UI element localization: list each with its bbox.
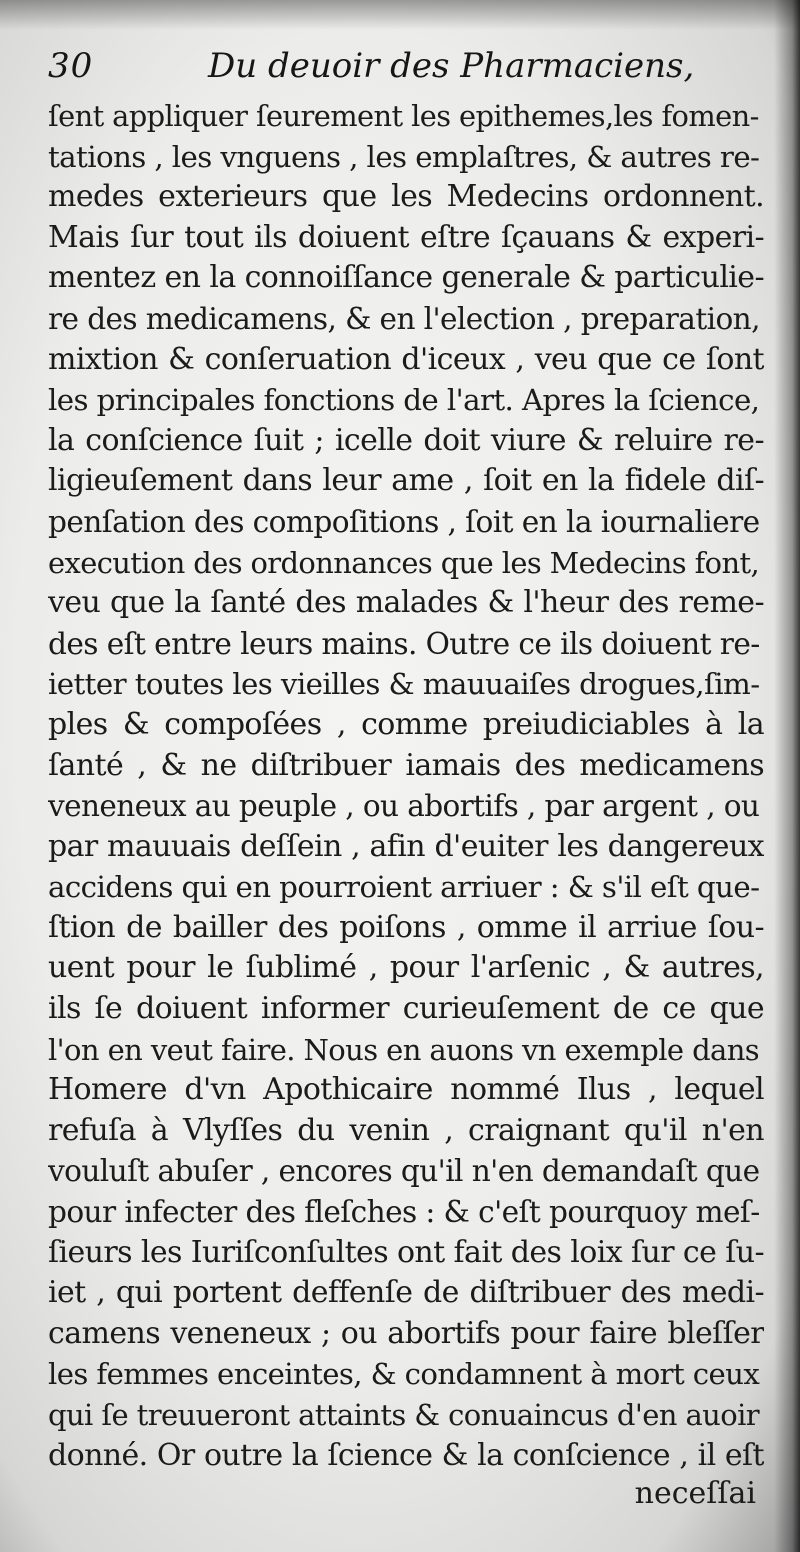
text-line: penſation des compoſitions , ſoit en la iournaliere [48,503,760,539]
text-line: la conſcience ſuit ; icelle doit viure & reluire re- [48,422,764,458]
page-number: 30 [48,46,94,86]
text-line: qui ſe treuueront attaints & conuaincus d'en auoir [48,1398,760,1432]
text-line: par mauuais deſſein , afin d'euiter les dangereux [48,828,764,864]
page-header [48,46,748,92]
text-line: re des medicamens, & en l'election , preparation, [48,301,760,336]
text-line: mixtion & conſeruation d'iceux , veu que ce ſont [48,341,764,377]
text-line: camens veneneux ; ou abortifs pour faire bleſſer [48,1315,764,1351]
text-line: iet , qui portent deffenſe de diſtribuer des medi- [48,1275,764,1311]
text-line: l'on en veut faire. Nous en auons vn exemple dans [48,1032,760,1067]
body-text [48,96,764,1476]
text-line: des eſt entre leurs mains. Outre ce ils doiuent re- [48,625,760,661]
running-title: Du deuoir des Pharmaciens, [208,46,695,86]
text-line: execution des ordonnances que les Medecins font, [48,545,760,580]
text-line: refuſa à Vlyſſes du venin , craignant qu'il n'en [48,1112,764,1148]
text-line: les principales fonctions de l'art. Apres la ſcience, [48,383,760,418]
text-line: pour infecter des fleſches : & c'eſt pourquoy meſ- [48,1195,760,1230]
text-line: veneneux au peuple , ou abortifs , par argent , ou [48,789,760,824]
text-line: ligieuſement dans leur ame , ſoit en la fidele diſ- [48,463,764,499]
catchword: neceſſai [634,1476,756,1511]
text-line: ils ſe doiuent informer curieuſement de ce que [48,991,764,1027]
catchword-row [48,1473,756,1515]
text-line: tations , les vnguens , les emplaſtres, & autres re- [48,139,760,174]
text-line: ſtion de bailler des poiſons , omme il arriue ſou- [48,909,764,945]
text-line: veu que la ſanté des malades & l'heur des reme- [48,585,764,621]
text-line: ſent appliquer ſeurement les epithemes,les fomen- [48,99,759,133]
text-line: mentez en la connoiſſance generale & particulie- [48,260,764,296]
text-line: ſieurs les Iuriſconſultes ont fait des loix ſur ce ſu- [48,1234,764,1270]
text-line: ſanté , & ne diſtribuer iamais des medicamens [48,747,764,783]
text-line: uent pour le ſublimé , pour l'arſenic , & autres, [48,950,764,986]
text-line: accidens qui en pourroient arriuer : & s'il eſt que- [48,870,760,905]
text-line: vouluſt abuſer , encores qu'il n'en demandaſt que [48,1154,760,1189]
text-line: Homere d'vn Apothicaire nommé Ilus , lequel [48,1072,764,1108]
text-line: Mais ſur tout ils doiuent eſtre ſçauans & experi- [48,219,764,255]
text-line: medes exterieurs que les Medecins ordonnent. [48,179,764,215]
text-line: ietter toutes les vieilles & mauuaiſes drogues,ſim- [48,667,760,702]
text-line: les femmes enceintes, & condamnent à mort ceux [48,1357,760,1392]
text-line: donné. Or outre la ſcience & la conſcience , il eſt [48,1437,764,1473]
text-line: ples & compoſées , comme preiudiciables à la [48,706,764,742]
